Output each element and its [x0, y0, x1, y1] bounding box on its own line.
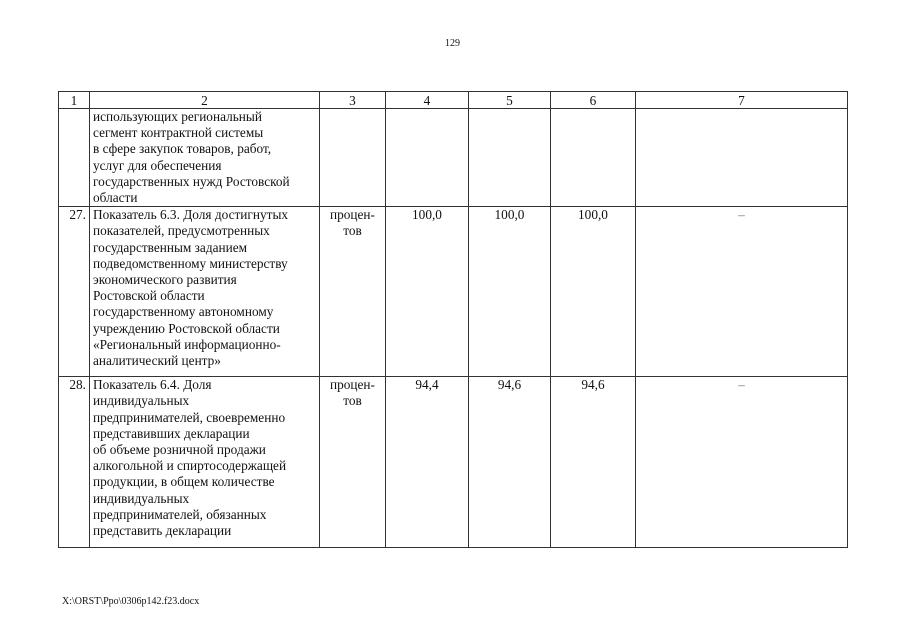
- text-line: представивших декларации: [93, 425, 250, 441]
- text-line: услуг для обеспечения: [93, 157, 222, 173]
- value-col-4: 100,0: [386, 207, 469, 377]
- text-line: в сфере закупок товаров, работ,: [93, 141, 272, 157]
- text-line: об объеме розничной продажи: [93, 442, 266, 458]
- text-line: Ростовской области: [93, 288, 205, 304]
- text-line: аналитический центр»: [93, 353, 221, 369]
- indicator-text-cell: [90, 377, 320, 548]
- unit-line: тов: [343, 223, 362, 239]
- text-line: индивидуальных: [93, 490, 190, 506]
- row-number-cell: [59, 109, 90, 207]
- text-line: представить декларации: [93, 523, 232, 539]
- text-line: подведомственному министерству: [93, 255, 288, 271]
- header-col-2: 2: [90, 92, 320, 109]
- unit-cell: [320, 207, 386, 377]
- value-col-5: 94,6: [469, 377, 551, 548]
- header-col-1: 1: [59, 92, 90, 109]
- text-line: использующих региональный: [93, 109, 262, 124]
- text-line: области: [93, 190, 138, 206]
- value-col-4: [386, 109, 469, 207]
- value-col-7: –: [636, 377, 848, 548]
- value-col-7: –: [636, 207, 848, 377]
- unit-cell: [320, 109, 386, 207]
- table-row-27: [59, 207, 848, 377]
- text-line: продукции, в общем количестве: [93, 474, 275, 490]
- value-col-7: [636, 109, 848, 207]
- header-col-4: 4: [386, 92, 469, 109]
- value-col-6: 100,0: [551, 207, 636, 377]
- text-line: предпринимателей, своевременно: [93, 409, 286, 425]
- unit-line: тов: [343, 393, 362, 409]
- footer-file-path: X:\ORST\Ppo\0306p142.f23.docx: [62, 596, 200, 607]
- indicator-text-cell: [90, 109, 320, 207]
- text-line: Показатель 6.3. Доля достигнутых: [93, 207, 289, 223]
- text-line: показателей, предусмотренных: [93, 223, 270, 239]
- header-col-6: 6: [551, 92, 636, 109]
- header-col-3: 3: [320, 92, 386, 109]
- text-line: государственным заданием: [93, 239, 248, 255]
- text-line: Показатель 6.4. Доля: [93, 377, 212, 393]
- value-col-5: 100,0: [469, 207, 551, 377]
- text-line: экономического развития: [93, 272, 237, 288]
- unit-line: процен-: [330, 377, 375, 393]
- indicator-text-cell: [90, 207, 320, 377]
- value-col-6: 94,6: [551, 377, 636, 548]
- row-number-cell: 27.: [59, 207, 90, 377]
- page-number: 129: [445, 38, 460, 49]
- text-line: индивидуальных: [93, 393, 190, 409]
- text-line: государственных нужд Ростовской: [93, 173, 290, 189]
- header-col-7: 7: [636, 92, 848, 109]
- value-col-4: 94,4: [386, 377, 469, 548]
- header-col-5: 5: [469, 92, 551, 109]
- unit-cell: [320, 377, 386, 548]
- text-line: учреждению Ростовской области: [93, 320, 280, 336]
- row-number-cell: 28.: [59, 377, 90, 548]
- table-row-28: [59, 377, 848, 548]
- table-row-continuation: [59, 109, 848, 207]
- text-line: сегмент контрактной системы: [93, 125, 264, 141]
- value-col-6: [551, 109, 636, 207]
- header-row: [59, 92, 848, 109]
- value-col-5: [469, 109, 551, 207]
- indicators-table: [58, 91, 848, 548]
- text-line: «Региональный информационно-: [93, 336, 281, 352]
- text-line: алкогольной и спиртосодержащей: [93, 458, 287, 474]
- text-line: государственному автономному: [93, 304, 274, 320]
- text-line: предпринимателей, обязанных: [93, 506, 267, 522]
- unit-line: процен-: [330, 207, 375, 223]
